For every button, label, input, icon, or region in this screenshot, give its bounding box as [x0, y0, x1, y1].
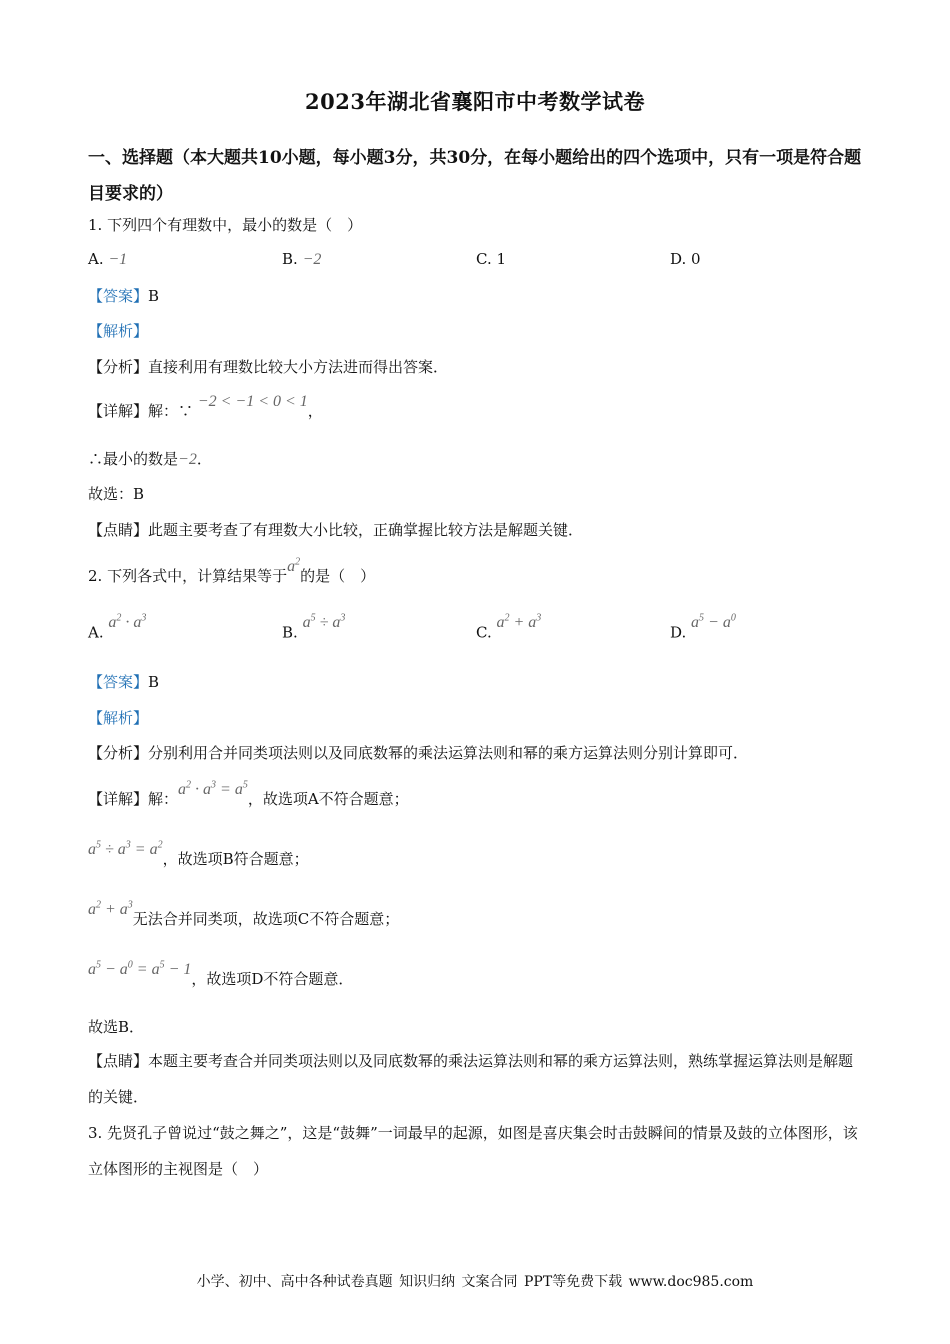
stem-math: $a^2$	[287, 556, 301, 575]
detail-post: ，故选项D不符合题意．	[191, 970, 354, 988]
comment-tag: 【点睛】	[88, 521, 149, 539]
option-letter: B.	[282, 250, 303, 268]
fenxi-text: 直接利用有理数比较大小方法进而得出答案．	[148, 358, 449, 376]
detail-post: ，故选项B符合题意；	[162, 850, 309, 868]
detail-math: $a^2 \cdot a^3 = a^5$	[178, 779, 248, 798]
detail-tag: 【详解】	[88, 790, 149, 808]
option-letter: D.	[670, 623, 692, 642]
option-math: $a^2 \cdot a^3$	[108, 613, 147, 632]
option-math: $a^5 - a^0$	[691, 613, 736, 632]
q1-stem: 1. 下列四个有理数中，最小的数是（ ）	[88, 216, 363, 234]
option-letter: B.	[282, 623, 303, 642]
q1-conclusion	[88, 448, 212, 469]
fenxi-text: 分别利用合并同类项法则以及同底数幂的乘法运算法则和幂的乘方运算法则分别计算即可．	[148, 744, 749, 762]
q1-analysis-tag: 【解析】	[88, 322, 149, 340]
comment-text: 此题主要考查了有理数大小比较，正确掌握比较方法是解题关键．	[148, 521, 584, 539]
q2-detail-d	[88, 959, 354, 989]
q2-answer	[88, 671, 159, 692]
option-math: $a^2 + a^3$	[496, 613, 542, 632]
q2-comment	[88, 1043, 863, 1115]
option-math: −1	[108, 251, 128, 268]
conclusion-math: −2	[178, 451, 197, 468]
detail-math: $a^2 + a^3$	[88, 899, 133, 918]
q2-option-b	[282, 613, 346, 642]
answer-value: B	[148, 673, 160, 691]
q2-option-d	[670, 613, 736, 642]
comment-tag: 【点睛】	[88, 1052, 149, 1070]
option-letter: C.	[476, 623, 497, 642]
conclusion-pre: ∴最小的数是	[88, 450, 179, 468]
q2-analysis-tag: 【解析】	[88, 709, 149, 727]
q2-option-c	[476, 613, 542, 642]
q2-option-a	[88, 613, 147, 642]
detail-pre: 解：	[148, 790, 179, 808]
fenxi-tag: 【分析】	[88, 744, 149, 762]
q1-fenxi	[88, 356, 448, 377]
detail-post: ，故选项A不符合题意；	[247, 790, 409, 808]
option-math: $a^5 \div a^3$	[302, 613, 346, 632]
q1-comment	[88, 519, 583, 540]
comment-text: 本题主要考查合并同类项法则以及同底数幂的乘法运算法则和幂的乘方运算法则，熟练掌握运算法则是解题的关键．	[88, 1052, 854, 1106]
q1-option-c	[476, 250, 506, 268]
section-header: 一、选择题（本大题共10小题，每小题3分，共30分，在每小题给出的四个选项中，只有一项是符合题目要求的）	[88, 148, 862, 204]
option-letter: C. 1	[476, 250, 507, 268]
option-math: −2	[302, 251, 322, 268]
answer-tag: 【答案】	[88, 673, 149, 691]
option-letter: A.	[88, 623, 109, 642]
q2-choose: 故选B．	[88, 1018, 145, 1036]
stem-pre: 2. 下列各式中，计算结果等于	[88, 567, 288, 585]
detail-post: ，	[307, 402, 323, 420]
option-letter: D. 0	[670, 250, 701, 268]
option-letter: A.	[88, 250, 109, 268]
page-footer: 小学、初中、高中各种试卷真题 知识归纳 文案合同 PPT等免费下载 www.doc985.com	[196, 1274, 754, 1290]
stem-post: 的是（ ）	[300, 567, 376, 585]
detail-pre: 解：∵	[148, 402, 198, 420]
page-title: 2023年湖北省襄阳市中考数学试卷	[305, 89, 645, 114]
q2-fenxi	[88, 742, 748, 763]
q1-option-a	[88, 250, 127, 269]
conclusion-post: ．	[196, 450, 212, 468]
q1-option-d	[670, 250, 701, 268]
q1-detail	[88, 393, 323, 421]
q3-stem: 3. 先贤孔子曾说过“鼓之舞之”，这是“鼓舞”一词最早的起源，如图是喜庆集会时击鼓瞬间的情景及鼓的立体图形，该立体图形的主视图是（ ）	[88, 1124, 858, 1178]
fenxi-tag: 【分析】	[88, 358, 149, 376]
q2-detail-b	[88, 839, 309, 869]
answer-value: B	[148, 287, 160, 305]
q2-stem	[88, 556, 376, 586]
detail-math: $a^5 \div a^3 = a^2$	[88, 839, 163, 858]
q2-detail-a	[88, 779, 409, 809]
detail-post: 无法合并同类项，故选项C不符合题意；	[132, 910, 400, 928]
q2-detail-c	[88, 899, 400, 929]
detail-tag: 【详解】	[88, 402, 149, 420]
q1-answer	[88, 285, 159, 306]
detail-math: −2 < −1 < 0 < 1	[197, 393, 308, 410]
q1-option-b	[282, 250, 321, 269]
answer-tag: 【答案】	[88, 287, 149, 305]
detail-math: $a^5 - a^0 = a^5 - 1$	[88, 959, 192, 978]
q1-choose: 故选：B	[88, 485, 145, 503]
